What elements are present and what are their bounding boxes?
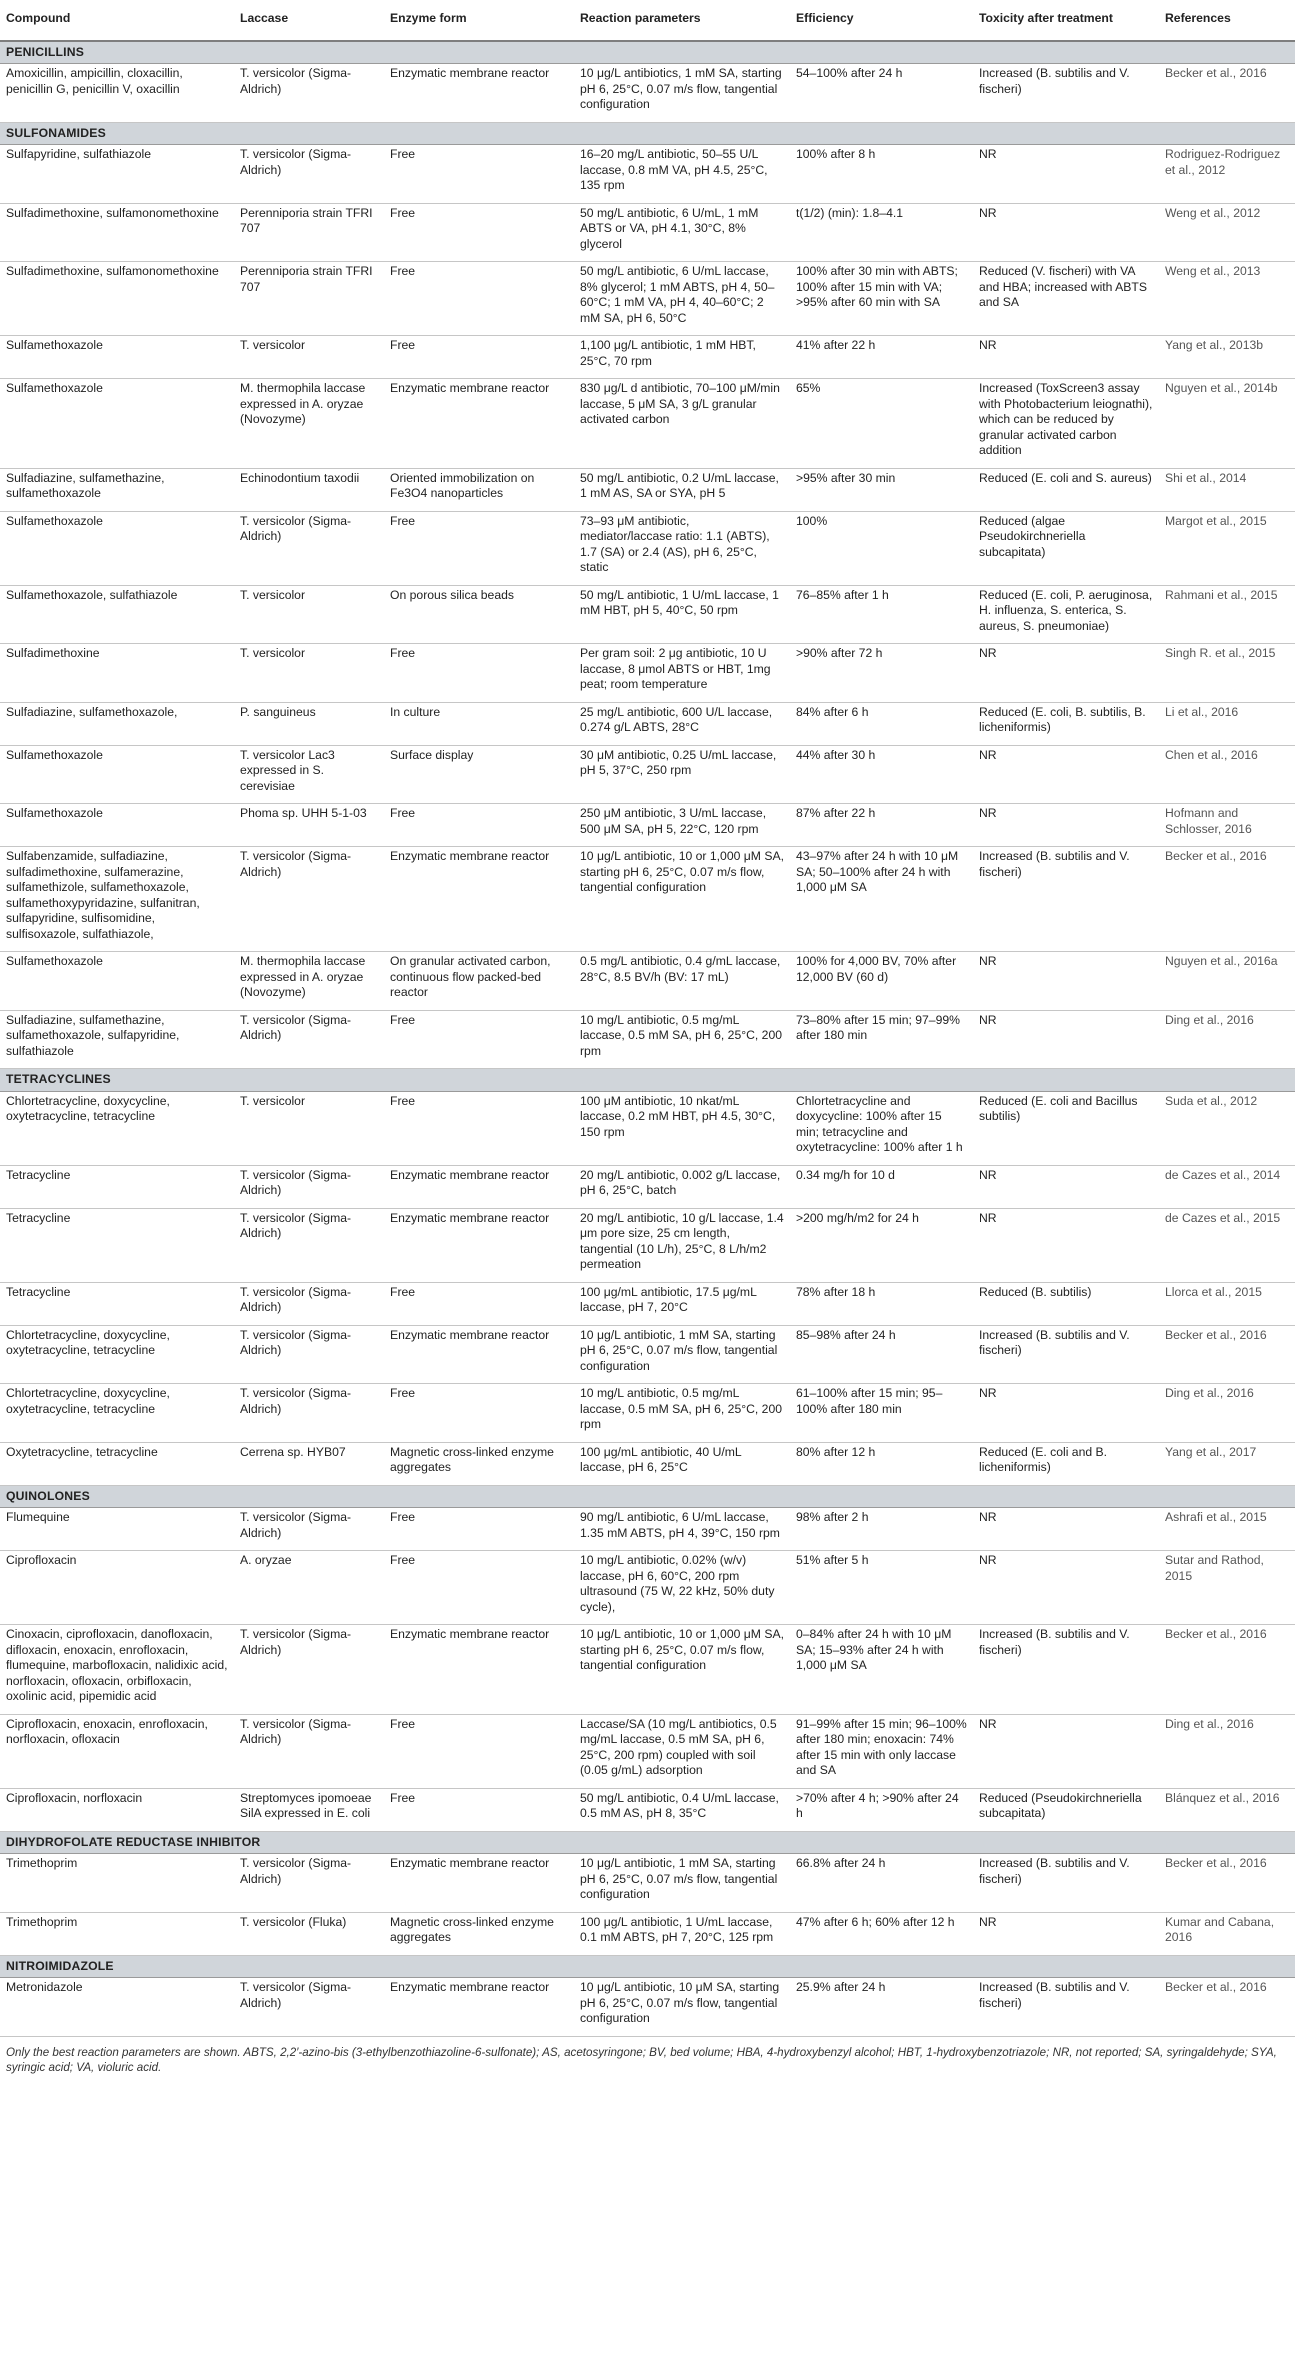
toxicity-cell: Reduced (E. coli and Bacillus subtilis): [973, 1091, 1159, 1165]
reaction-parameters-cell: 10 μg/L antibiotics, 1 mM SA, starting pH 6, 25°C, 0.07 m/s flow, tangential configuration: [574, 64, 790, 123]
reference-cell: Becker et al., 2016: [1159, 1625, 1295, 1715]
laccase-cell: Phoma sp. UHH 5-1-03: [234, 804, 384, 847]
reference-cell: Li et al., 2016: [1159, 702, 1295, 745]
efficiency-cell: >70% after 4 h; >90% after 24 h: [790, 1788, 973, 1831]
table-row: [0, 379, 1295, 469]
compound-cell: Sulfamethoxazole, sulfathiazole: [0, 585, 234, 644]
enzyme-form-cell: Free: [384, 145, 574, 204]
laccase-cell: T. versicolor (Sigma-Aldrich): [234, 145, 384, 204]
laccase-cell: Echinodontium taxodii: [234, 468, 384, 511]
table-row: [0, 1384, 1295, 1443]
compound-cell: Chlortetracycline, doxycycline, oxytetracycline, tetracycline: [0, 1091, 234, 1165]
toxicity-cell: NR: [973, 1508, 1159, 1551]
reaction-parameters-cell: 25 mg/L antibiotic, 600 U/L laccase, 0.274 g/L ABTS, 28°C: [574, 702, 790, 745]
compound-cell: Sulfapyridine, sulfathiazole: [0, 145, 234, 204]
laccase-cell: T. versicolor (Sigma-Aldrich): [234, 1165, 384, 1208]
table-row: [0, 145, 1295, 204]
enzyme-form-cell: Free: [384, 644, 574, 703]
enzyme-form-header: Enzyme form: [384, 0, 574, 41]
section-title: QUINOLONES: [0, 1485, 1295, 1508]
efficiency-cell: 91–99% after 15 min; 96–100% after 180 min; enoxacin: 74% after 15 min with only laccase and SA: [790, 1714, 973, 1788]
laccase-cell: M. thermophila laccase expressed in A. oryzae (Novozyme): [234, 379, 384, 469]
table-row: [0, 1788, 1295, 1831]
toxicity-cell: Reduced (algae Pseudokirchneriella subcapitata): [973, 511, 1159, 585]
section-title: DIHYDROFOLATE REDUCTASE INHIBITOR: [0, 1831, 1295, 1854]
toxicity-cell: NR: [973, 1165, 1159, 1208]
compound-cell: Sulfamethoxazole: [0, 804, 234, 847]
laccase-cell: T. versicolor (Sigma-Aldrich): [234, 847, 384, 952]
compound-cell: Ciprofloxacin, norfloxacin: [0, 1788, 234, 1831]
compound-cell: Sulfadimethoxine, sulfamonomethoxine: [0, 203, 234, 262]
toxicity-cell: NR: [973, 745, 1159, 804]
reference-cell: Yang et al., 2017: [1159, 1442, 1295, 1485]
reference-cell: de Cazes et al., 2015: [1159, 1208, 1295, 1282]
reaction-parameters-header: Reaction parameters: [574, 0, 790, 41]
toxicity-cell: Increased (B. subtilis and V. fischeri): [973, 847, 1159, 952]
efficiency-cell: 44% after 30 h: [790, 745, 973, 804]
laccase-cell: M. thermophila laccase expressed in A. oryzae (Novozyme): [234, 952, 384, 1011]
compound-cell: Sulfamethoxazole: [0, 952, 234, 1011]
header-row: [0, 0, 1295, 41]
reference-cell: Yang et al., 2013b: [1159, 336, 1295, 379]
reference-cell: Weng et al., 2013: [1159, 262, 1295, 336]
laccase-cell: T. versicolor: [234, 644, 384, 703]
enzyme-form-cell: Enzymatic membrane reactor: [384, 1854, 574, 1913]
laccase-cell: T. versicolor (Sigma-Aldrich): [234, 1208, 384, 1282]
efficiency-cell: 100%: [790, 511, 973, 585]
reaction-parameters-cell: 50 mg/L antibiotic, 0.2 U/mL laccase, 1 mM AS, SA or SYA, pH 5: [574, 468, 790, 511]
table-row: [0, 745, 1295, 804]
table-row: [0, 511, 1295, 585]
compound-cell: Sulfadiazine, sulfamethoxazole,: [0, 702, 234, 745]
reaction-parameters-cell: 100 μg/L antibiotic, 1 U/mL laccase, 0.1 mM ABTS, pH 7, 20°C, 125 rpm: [574, 1912, 790, 1955]
compound-cell: Sulfamethoxazole: [0, 336, 234, 379]
compound-cell: Sulfamethoxazole: [0, 511, 234, 585]
efficiency-cell: 85–98% after 24 h: [790, 1325, 973, 1384]
table-row: [0, 644, 1295, 703]
reaction-parameters-cell: 50 mg/L antibiotic, 0.4 U/mL laccase, 0.5 mM AS, pH 8, 35°C: [574, 1788, 790, 1831]
laccase-cell: T. versicolor (Fluka): [234, 1912, 384, 1955]
reaction-parameters-cell: 10 μg/L antibiotic, 1 mM SA, starting pH 6, 25°C, 0.07 m/s flow, tangential configuration: [574, 1325, 790, 1384]
section-title: PENICILLINS: [0, 41, 1295, 64]
section-header-row: [0, 1831, 1295, 1854]
efficiency-cell: 47% after 6 h; 60% after 12 h: [790, 1912, 973, 1955]
compound-cell: Ciprofloxacin, enoxacin, enrofloxacin, norfloxacin, ofloxacin: [0, 1714, 234, 1788]
toxicity-cell: NR: [973, 644, 1159, 703]
reaction-parameters-cell: 50 mg/L antibiotic, 6 U/mL, 1 mM ABTS or VA, pH 4.1, 30°C, 8% glycerol: [574, 203, 790, 262]
reference-cell: Ashrafi et al., 2015: [1159, 1508, 1295, 1551]
toxicity-header: Toxicity after treatment: [973, 0, 1159, 41]
toxicity-cell: Increased (B. subtilis and V. fischeri): [973, 1854, 1159, 1913]
laccase-cell: Streptomyces ipomoeae SilA expressed in E. coli: [234, 1788, 384, 1831]
compound-cell: Chlortetracycline, doxycycline, oxytetracycline, tetracycline: [0, 1384, 234, 1443]
references-header: References: [1159, 0, 1295, 41]
enzyme-form-cell: Free: [384, 1714, 574, 1788]
efficiency-cell: 84% after 6 h: [790, 702, 973, 745]
laccase-cell: T. versicolor: [234, 585, 384, 644]
reaction-parameters-cell: 20 mg/L antibiotic, 10 g/L laccase, 1.4 μm pore size, 25 cm length, tangential (10 L/h), 25°C, 8 L/h/m2 permeation: [574, 1208, 790, 1282]
toxicity-cell: NR: [973, 203, 1159, 262]
toxicity-cell: Reduced (Pseudokirchneriella subcapitata): [973, 1788, 1159, 1831]
toxicity-cell: Reduced (B. subtilis): [973, 1282, 1159, 1325]
table-footnote: Only the best reaction parameters are shown. ABTS, 2,2′-azino-bis (3-ethylbenzothiazoline-6-sulfonate); AS, acetosyringone; BV, bed volume; HBA, 4-hydroxybenzyl alcohol; HBT, 1-hydroxybenzotriazole; NR, not reported; SA, syringaldehyde; SYA, syringic acid; VA, violuric acid.: [6, 2045, 1277, 2074]
reference-cell: Becker et al., 2016: [1159, 1854, 1295, 1913]
table-row: [0, 585, 1295, 644]
enzyme-form-cell: Free: [384, 1551, 574, 1625]
reaction-parameters-cell: 100 μg/mL antibiotic, 40 U/mL laccase, pH 6, 25°C: [574, 1442, 790, 1485]
reference-cell: Rodriguez-Rodriguez et al., 2012: [1159, 145, 1295, 204]
toxicity-cell: NR: [973, 145, 1159, 204]
section-header-row: [0, 1485, 1295, 1508]
efficiency-cell: 100% for 4,000 BV, 70% after 12,000 BV (60 d): [790, 952, 973, 1011]
efficiency-cell: 43–97% after 24 h with 10 μM SA; 50–100% after 24 h with 1,000 μM SA: [790, 847, 973, 952]
table-row: [0, 1325, 1295, 1384]
table-header: [0, 0, 1295, 41]
toxicity-cell: NR: [973, 336, 1159, 379]
laccase-cell: T. versicolor (Sigma-Aldrich): [234, 1384, 384, 1443]
laccase-cell: T. versicolor (Sigma-Aldrich): [234, 1010, 384, 1069]
reaction-parameters-cell: 0.5 mg/L antibiotic, 0.4 g/mL laccase, 28°C, 8.5 BV/h (BV: 17 mL): [574, 952, 790, 1011]
laccase-cell: T. versicolor (Sigma-Aldrich): [234, 1714, 384, 1788]
reference-cell: Nguyen et al., 2016a: [1159, 952, 1295, 1011]
toxicity-cell: Reduced (E. coli and B. licheniformis): [973, 1442, 1159, 1485]
reference-cell: Margot et al., 2015: [1159, 511, 1295, 585]
laccase-cell: T. versicolor (Sigma-Aldrich): [234, 1325, 384, 1384]
section-title: TETRACYCLINES: [0, 1069, 1295, 1092]
efficiency-cell: 25.9% after 24 h: [790, 1978, 973, 2037]
efficiency-cell: 100% after 30 min with ABTS; 100% after 15 min with VA; >95% after 60 min with SA: [790, 262, 973, 336]
table-row: [0, 64, 1295, 123]
toxicity-cell: Reduced (E. coli and S. aureus): [973, 468, 1159, 511]
table-body: [0, 41, 1295, 2037]
efficiency-cell: 54–100% after 24 h: [790, 64, 973, 123]
efficiency-cell: 73–80% after 15 min; 97–99% after 180 min: [790, 1010, 973, 1069]
table-row: [0, 1978, 1295, 2037]
table-row: [0, 203, 1295, 262]
efficiency-cell: 0–84% after 24 h with 10 μM SA; 15–93% after 24 h with 1,000 μM SA: [790, 1625, 973, 1715]
enzyme-form-cell: On porous silica beads: [384, 585, 574, 644]
laccase-cell: Perenniporia strain TFRI 707: [234, 262, 384, 336]
laccase-cell: T. versicolor (Sigma-Aldrich): [234, 1282, 384, 1325]
reference-cell: Nguyen et al., 2014b: [1159, 379, 1295, 469]
enzyme-form-cell: On granular activated carbon, continuous flow packed-bed reactor: [384, 952, 574, 1011]
reaction-parameters-cell: 10 μg/L antibiotic, 10 μM SA, starting pH 6, 25°C, 0.07 m/s flow, tangential configuration: [574, 1978, 790, 2037]
reference-cell: de Cazes et al., 2014: [1159, 1165, 1295, 1208]
toxicity-cell: Increased (B. subtilis and V. fischeri): [973, 1978, 1159, 2037]
reaction-parameters-cell: 250 μM antibiotic, 3 U/mL laccase, 500 μM SA, pH 5, 22°C, 120 rpm: [574, 804, 790, 847]
toxicity-cell: NR: [973, 1912, 1159, 1955]
toxicity-cell: NR: [973, 1551, 1159, 1625]
table-row: [0, 1165, 1295, 1208]
toxicity-cell: NR: [973, 952, 1159, 1011]
laccase-cell: T. versicolor (Sigma-Aldrich): [234, 1978, 384, 2037]
reference-cell: Shi et al., 2014: [1159, 468, 1295, 511]
enzyme-form-cell: Enzymatic membrane reactor: [384, 1625, 574, 1715]
enzyme-form-cell: Free: [384, 1384, 574, 1443]
laccase-cell: T. versicolor (Sigma-Aldrich): [234, 64, 384, 123]
compound-cell: Metronidazole: [0, 1978, 234, 2037]
efficiency-cell: 66.8% after 24 h: [790, 1854, 973, 1913]
laccase-cell: T. versicolor: [234, 336, 384, 379]
reference-cell: Hofmann and Schlosser, 2016: [1159, 804, 1295, 847]
compound-cell: Tetracycline: [0, 1208, 234, 1282]
compound-cell: Sulfamethoxazole: [0, 379, 234, 469]
reference-cell: Ding et al., 2016: [1159, 1010, 1295, 1069]
compound-cell: Sulfadimethoxine, sulfamonomethoxine: [0, 262, 234, 336]
reaction-parameters-cell: 100 μM antibiotic, 10 nkat/mL laccase, 0.2 mM HBT, pH 4.5, 30°C, 150 rpm: [574, 1091, 790, 1165]
reference-cell: Ding et al., 2016: [1159, 1714, 1295, 1788]
enzyme-form-cell: Free: [384, 1788, 574, 1831]
toxicity-cell: NR: [973, 1208, 1159, 1282]
reference-cell: Singh R. et al., 2015: [1159, 644, 1295, 703]
reaction-parameters-cell: 16–20 mg/L antibiotic, 50–55 U/L laccase, 0.8 mM VA, pH 4.5, 25°C, 135 rpm: [574, 145, 790, 204]
reaction-parameters-cell: 73–93 μM antibiotic, mediator/laccase ratio: 1.1 (ABTS), 1.7 (SA) or 2.4 (AS), pH 6, 25°C, static: [574, 511, 790, 585]
efficiency-cell: >90% after 72 h: [790, 644, 973, 703]
compound-cell: Chlortetracycline, doxycycline, oxytetracycline, tetracycline: [0, 1325, 234, 1384]
reference-cell: Llorca et al., 2015: [1159, 1282, 1295, 1325]
enzyme-form-cell: Free: [384, 262, 574, 336]
efficiency-cell: 78% after 18 h: [790, 1282, 973, 1325]
compound-cell: Tetracycline: [0, 1165, 234, 1208]
table-row: [0, 1282, 1295, 1325]
reaction-parameters-cell: 830 μg/L d antibiotic, 70–100 μM/min laccase, 5 μM SA, 3 g/L granular activated carbon: [574, 379, 790, 469]
reference-cell: Weng et al., 2012: [1159, 203, 1295, 262]
reference-cell: Becker et al., 2016: [1159, 1325, 1295, 1384]
enzyme-form-cell: Magnetic cross-linked enzyme aggregates: [384, 1442, 574, 1485]
table-row: [0, 1208, 1295, 1282]
toxicity-cell: Reduced (V. fischeri) with VA and HBA; increased with ABTS and SA: [973, 262, 1159, 336]
reaction-parameters-cell: 10 μg/L antibiotic, 10 or 1,000 μM SA, starting pH 6, 25°C, 0.07 m/s flow, tangential configuration: [574, 1625, 790, 1715]
reaction-parameters-cell: Laccase/SA (10 mg/L antibiotics, 0.5 mg/mL laccase, 0.5 mM SA, pH 6, 25°C, 200 rpm) coupled with soil (0.05 g/mL) adsorption: [574, 1714, 790, 1788]
efficiency-cell: 76–85% after 1 h: [790, 585, 973, 644]
efficiency-cell: >200 mg/h/m2 for 24 h: [790, 1208, 973, 1282]
enzyme-form-cell: Free: [384, 1010, 574, 1069]
toxicity-cell: NR: [973, 1010, 1159, 1069]
enzyme-form-cell: Free: [384, 203, 574, 262]
efficiency-cell: 41% after 22 h: [790, 336, 973, 379]
laccase-cell: T. versicolor (Sigma-Aldrich): [234, 511, 384, 585]
compound-cell: Sulfadimethoxine: [0, 644, 234, 703]
section-title: SULFONAMIDES: [0, 122, 1295, 145]
section-header-row: [0, 41, 1295, 64]
compound-cell: Oxytetracycline, tetracycline: [0, 1442, 234, 1485]
enzyme-form-cell: Free: [384, 511, 574, 585]
efficiency-cell: 65%: [790, 379, 973, 469]
reaction-parameters-cell: 10 mg/L antibiotic, 0.5 mg/mL laccase, 0.5 mM SA, pH 6, 25°C, 200 rpm: [574, 1384, 790, 1443]
table-row: [0, 804, 1295, 847]
table-row: [0, 1714, 1295, 1788]
section-header-row: [0, 1955, 1295, 1978]
efficiency-cell: 87% after 22 h: [790, 804, 973, 847]
compound-cell: Sulfadiazine, sulfamethazine, sulfamethoxazole, sulfapyridine, sulfathiazole: [0, 1010, 234, 1069]
compound-cell: Trimethoprim: [0, 1854, 234, 1913]
efficiency-header: Efficiency: [790, 0, 973, 41]
reference-cell: Becker et al., 2016: [1159, 1978, 1295, 2037]
section-header-row: [0, 1069, 1295, 1092]
efficiency-cell: 80% after 12 h: [790, 1442, 973, 1485]
reaction-parameters-cell: 50 mg/L antibiotic, 1 U/mL laccase, 1 mM HBT, pH 5, 40°C, 50 rpm: [574, 585, 790, 644]
laccase-cell: P. sanguineus: [234, 702, 384, 745]
enzyme-form-cell: Surface display: [384, 745, 574, 804]
table-row: [0, 952, 1295, 1011]
laccase-cell: T. versicolor (Sigma-Aldrich): [234, 1625, 384, 1715]
enzyme-form-cell: Enzymatic membrane reactor: [384, 1325, 574, 1384]
laccase-cell: T. versicolor (Sigma-Aldrich): [234, 1508, 384, 1551]
reaction-parameters-cell: 30 μM antibiotic, 0.25 U/mL laccase, pH 5, 37°C, 250 rpm: [574, 745, 790, 804]
laccase-cell: T. versicolor Lac3 expressed in S. cerevisiae: [234, 745, 384, 804]
table-row: [0, 262, 1295, 336]
toxicity-cell: NR: [973, 1714, 1159, 1788]
compound-cell: Sulfamethoxazole: [0, 745, 234, 804]
reaction-parameters-cell: 10 mg/L antibiotic, 0.02% (w/v) laccase, pH 6, 60°C, 200 rpm ultrasound (75 W, 22 kHz, 50% duty cycle),: [574, 1551, 790, 1625]
table-row: [0, 1442, 1295, 1485]
reference-cell: Rahmani et al., 2015: [1159, 585, 1295, 644]
reaction-parameters-cell: 10 μg/L antibiotic, 1 mM SA, starting pH 6, 25°C, 0.07 m/s flow, tangential configuration: [574, 1854, 790, 1913]
section-title: NITROIMIDAZOLE: [0, 1955, 1295, 1978]
toxicity-cell: Reduced (E. coli, P. aeruginosa, H. influenza, S. enterica, S. aureus, S. pneumoniae): [973, 585, 1159, 644]
compound-cell: Cinoxacin, ciprofloxacin, danofloxacin, difloxacin, enoxacin, enrofloxacin, flumequine, marbofloxacin, nalidixic acid, norfloxacin, ofloxacin, orbifloxacin, oxolinic acid, pipemidic acid: [0, 1625, 234, 1715]
enzyme-form-cell: Free: [384, 1091, 574, 1165]
section-header-row: [0, 122, 1295, 145]
toxicity-cell: Increased (ToxScreen3 assay with Photobacterium leiognathi), which can be reduced by granular activated carbon addition: [973, 379, 1159, 469]
efficiency-cell: >95% after 30 min: [790, 468, 973, 511]
toxicity-cell: Increased (B. subtilis and V. fischeri): [973, 1325, 1159, 1384]
enzyme-form-cell: Enzymatic membrane reactor: [384, 1208, 574, 1282]
reaction-parameters-cell: 50 mg/L antibiotic, 6 U/mL laccase, 8% glycerol; 1 mM ABTS, pH 4, 50–60°C; 1 mM VA, pH 4, 40–60°C; 2 mM SA, pH 6, 50°C: [574, 262, 790, 336]
efficiency-cell: 0.34 mg/h for 10 d: [790, 1165, 973, 1208]
efficiency-cell: 98% after 2 h: [790, 1508, 973, 1551]
table-row: [0, 847, 1295, 952]
reference-cell: Kumar and Cabana, 2016: [1159, 1912, 1295, 1955]
toxicity-cell: Increased (B. subtilis and V. fischeri): [973, 64, 1159, 123]
reference-cell: Becker et al., 2016: [1159, 64, 1295, 123]
toxicity-cell: Increased (B. subtilis and V. fischeri): [973, 1625, 1159, 1715]
table-row: [0, 468, 1295, 511]
enzyme-form-cell: Free: [384, 804, 574, 847]
enzyme-form-cell: Oriented immobilization on Fe3O4 nanoparticles: [384, 468, 574, 511]
reference-cell: Sutar and Rathod, 2015: [1159, 1551, 1295, 1625]
reference-cell: Blánquez et al., 2016: [1159, 1788, 1295, 1831]
laccase-header: Laccase: [234, 0, 384, 41]
laccase-cell: T. versicolor (Sigma-Aldrich): [234, 1854, 384, 1913]
compound-cell: Sulfadiazine, sulfamethazine, sulfamethoxazole: [0, 468, 234, 511]
reaction-parameters-cell: Per gram soil: 2 μg antibiotic, 10 U laccase, 8 μmol ABTS or HBT, 1mg peat; room temperature: [574, 644, 790, 703]
enzyme-form-cell: Free: [384, 1282, 574, 1325]
table-row: [0, 702, 1295, 745]
efficiency-cell: 100% after 8 h: [790, 145, 973, 204]
table-row: [0, 1912, 1295, 1955]
reaction-parameters-cell: 90 mg/L antibiotic, 6 U/mL laccase, 1.35 mM ABTS, pH 4, 39°C, 150 rpm: [574, 1508, 790, 1551]
reaction-parameters-cell: 10 μg/L antibiotic, 10 or 1,000 μM SA, starting pH 6, 25°C, 0.07 m/s flow, tangential configuration: [574, 847, 790, 952]
reference-cell: Ding et al., 2016: [1159, 1384, 1295, 1443]
table-row: [0, 1854, 1295, 1913]
compound-cell: Ciprofloxacin: [0, 1551, 234, 1625]
efficiency-cell: 51% after 5 h: [790, 1551, 973, 1625]
compound-cell: Trimethoprim: [0, 1912, 234, 1955]
reaction-parameters-cell: 10 mg/L antibiotic, 0.5 mg/mL laccase, 0.5 mM SA, pH 6, 25°C, 200 rpm: [574, 1010, 790, 1069]
toxicity-cell: NR: [973, 804, 1159, 847]
reference-cell: Becker et al., 2016: [1159, 847, 1295, 952]
compound-header: Compound: [0, 0, 234, 41]
efficiency-cell: t(1/2) (min): 1.8–4.1: [790, 203, 973, 262]
laccase-cell: Cerrena sp. HYB07: [234, 1442, 384, 1485]
laccase-cell: A. oryzae: [234, 1551, 384, 1625]
enzyme-form-cell: Enzymatic membrane reactor: [384, 64, 574, 123]
compound-cell: Flumequine: [0, 1508, 234, 1551]
table-row: [0, 1508, 1295, 1551]
efficiency-cell: Chlortetracycline and doxycycline: 100% after 15 min; tetracycline and oxytetracycline: 100% after 1 h: [790, 1091, 973, 1165]
compound-cell: Tetracycline: [0, 1282, 234, 1325]
enzyme-form-cell: Free: [384, 336, 574, 379]
table-row: [0, 336, 1295, 379]
table-row: [0, 1010, 1295, 1069]
reaction-parameters-cell: 20 mg/L antibiotic, 0.002 g/L laccase, pH 6, 25°C, batch: [574, 1165, 790, 1208]
efficiency-cell: 61–100% after 15 min; 95–100% after 180 min: [790, 1384, 973, 1443]
compound-cell: Sulfabenzamide, sulfadiazine, sulfadimethoxine, sulfamerazine, sulfamethizole, sulfamethoxazole, sulfamethoxypyridazine, sulfanitran, sulfapyridine, sulfisomidine, sulfisoxazole, sulfathiazole,: [0, 847, 234, 952]
laccase-cell: T. versicolor: [234, 1091, 384, 1165]
reference-cell: Suda et al., 2012: [1159, 1091, 1295, 1165]
enzyme-form-cell: Enzymatic membrane reactor: [384, 379, 574, 469]
table-row: [0, 1625, 1295, 1715]
reaction-parameters-cell: 100 μg/mL antibiotic, 17.5 μg/mL laccase, pH 7, 20°C: [574, 1282, 790, 1325]
enzyme-form-cell: Magnetic cross-linked enzyme aggregates: [384, 1912, 574, 1955]
enzyme-form-cell: Enzymatic membrane reactor: [384, 1165, 574, 1208]
enzyme-form-cell: Enzymatic membrane reactor: [384, 1978, 574, 2037]
reference-cell: Chen et al., 2016: [1159, 745, 1295, 804]
toxicity-cell: Reduced (E. coli, B. subtilis, B. licheniformis): [973, 702, 1159, 745]
reaction-parameters-cell: 1,100 μg/L antibiotic, 1 mM HBT, 25°C, 70 rpm: [574, 336, 790, 379]
enzyme-form-cell: In culture: [384, 702, 574, 745]
compound-cell: Amoxicillin, ampicillin, cloxacillin, penicillin G, penicillin V, oxacillin: [0, 64, 234, 123]
laccase-cell: Perenniporia strain TFRI 707: [234, 203, 384, 262]
enzyme-form-cell: Enzymatic membrane reactor: [384, 847, 574, 952]
toxicity-cell: NR: [973, 1384, 1159, 1443]
table-row: [0, 1091, 1295, 1165]
table-row: [0, 1551, 1295, 1625]
enzyme-form-cell: Free: [384, 1508, 574, 1551]
